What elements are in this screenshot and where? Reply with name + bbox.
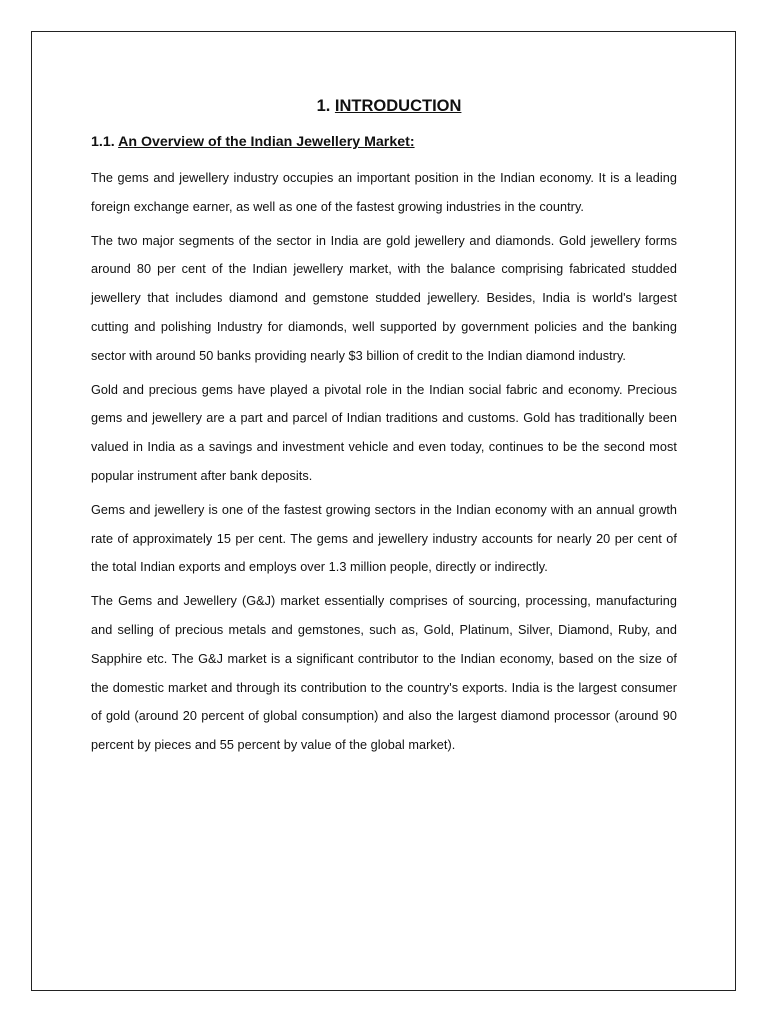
paragraph-gj-market: The Gems and Jewellery (G&J) market essentially comprises of sourcing, processing, manufacturing and selling of precious metals and gemstones, such as, Gold, Platinum, Silver, Diamond, Ruby, and Sapphire etc. The G&J market is a significant contributor to the Indian economy, based on the size of the domestic market and through its contribution to the country's exports. India is the largest consumer of gold (around 20 percent of global consumption) and also the largest diamond processor (around 90 percent by pieces and 55 percent by value of the global market). — [91, 594, 677, 753]
paragraph-growth-rate: Gems and jewellery is one of the fastest growing sectors in the Indian economy with an annual growth rate of approximately 15 per cent. The gems and jewellery industry accounts for nearly 20 per cent of the total Indian exports and employs over 1.3 million people, directly or indirectly. — [91, 502, 677, 575]
paragraph-major-segments: The two major segments of the sector in India are gold jewellery and diamonds. Gold jewellery forms around 80 per cent of the Indian jewellery market, with the balance comprising fabricated studded jewellery that includes diamond and gemstone studded jewellery. Besides, India is world's largest cutting and polishing Industry for diamonds, well supported by government policies and the banking sector with around 50 banks providing nearly $3 billion of credit to the Indian diamond industry. — [91, 233, 677, 363]
document-body — [91, 94, 677, 765]
chapter-title-text: INTRODUCTION — [334, 97, 462, 115]
paragraph-social-fabric: Gold and precious gems have played a pivotal role in the Indian social fabric and economy. Precious gems and jewellery are a part and parcel of Indian traditions and customs. Gold has traditionally been valued in India as a savings and investment vehicle and even today, continues to be the second most popular instrument after bank deposits. — [91, 382, 677, 483]
chapter-number: 1. — [316, 97, 331, 115]
section-number: 1.1. — [91, 134, 115, 150]
paragraph-industry-position: The gems and jewellery industry occupies an important position in the Indian economy. It is a leading foreign exchange earner, as well as one of the fastest growing industries in the country. — [91, 171, 677, 214]
section-title-text: An Overview of the Indian Jewellery Market: — [118, 134, 415, 150]
section-heading — [91, 132, 677, 152]
chapter-title — [91, 94, 677, 118]
